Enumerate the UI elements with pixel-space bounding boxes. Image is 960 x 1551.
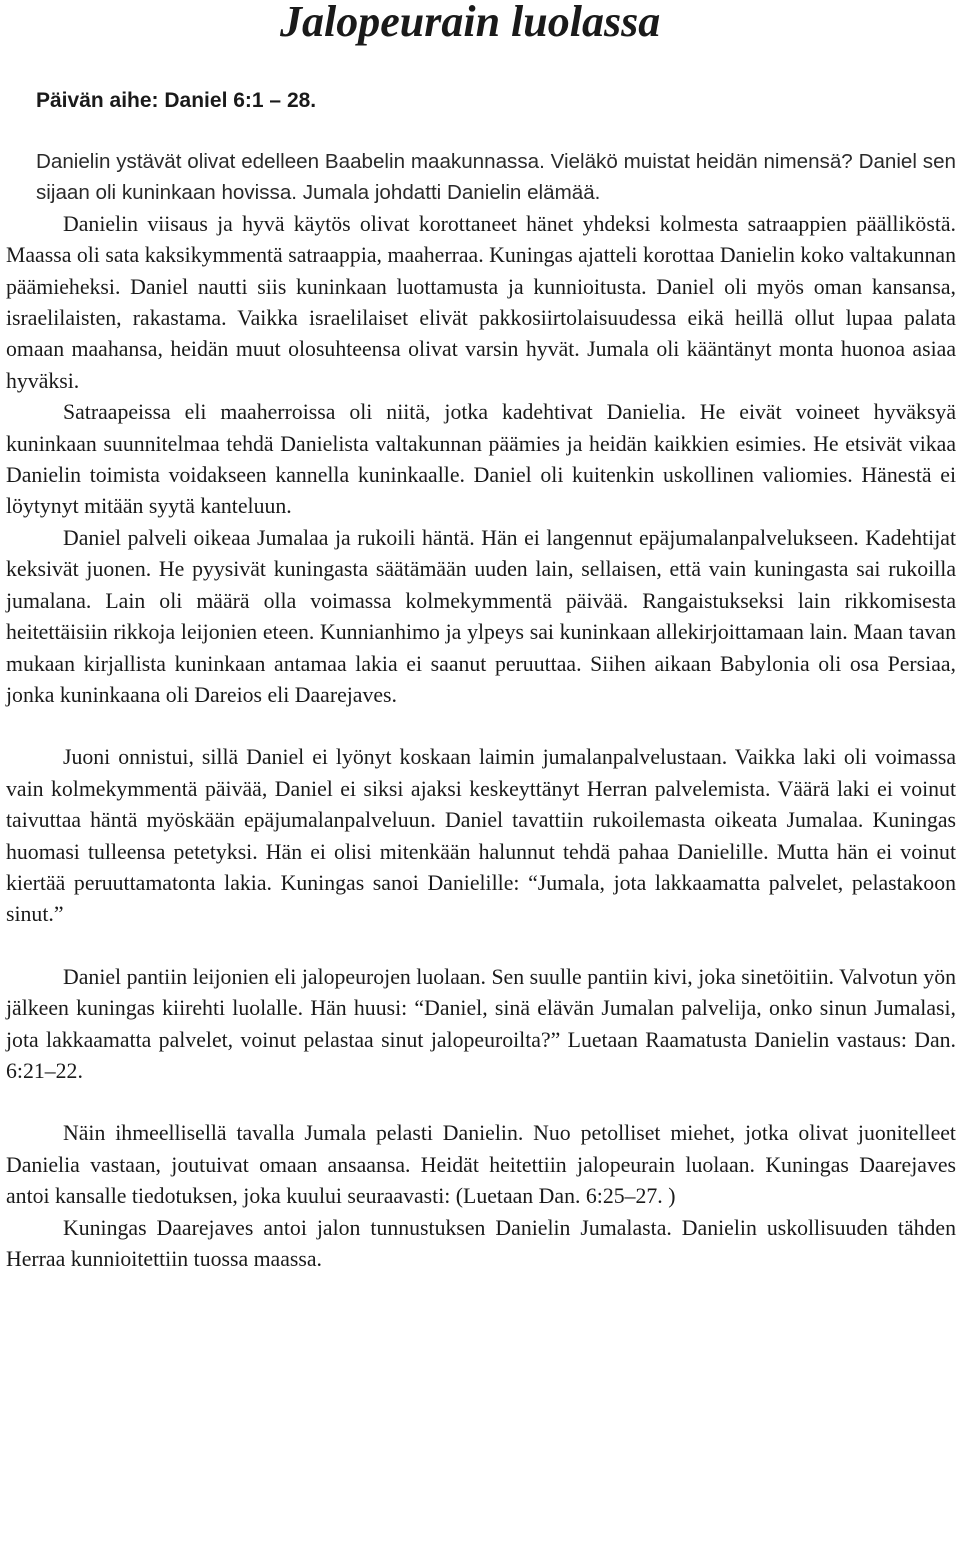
paragraph-4: Daniel palveli oikeaa Jumalaa ja rukoili häntä. Hän ei langennut epäjumalanpalvelukseen. Kadehtijat keksivät juonen. He pyysivät kuningasta säätämään uuden lain, sellaisen, että vain kuningasta sai rukoilla jumalana. Lain oli määrä olla voimassa kolmekymmentä päivää. Rangaistukseksi lain rikkomisesta heitettäisiin rikkoja leijonien eteen. Kunnianhimo ja ylpeys sai kuninkaan allekirjoittamaan lain. Maan tavan mukaan kirjallista kuninkaan antamaa lakia ei saanut peruuttaa. Siihen aikaan Babylonia oli osa Persiaa, jonka kuninkaana oli Dareios eli Daarejaves. [6,525,956,707]
paragraph-6: Daniel pantiin leijonien eli jalopeurojen luolaan. Sen suulle pantiin kivi, joka sinetöitiin. Valvotun yön jälkeen kuningas kiirehti luolalle. Hän huusi: “Daniel, sinä elävän Jumalan palvelija, onko sinun Jumalasi, jota lakkaamatta palvelet, voinut pelastaa sinut jalopeuroilta?” Luetaan Raamatusta Danielin vastaus: Dan. 6:21–22. [6,964,956,1083]
paragraph-7: Näin ihmeellisellä tavalla Jumala pelasti Danielin. Nuo petolliset miehet, jotka olivat juonitelleet Danielia vastaan, joutuivat omaan ansaansa. Heidät heitettiin jalopeurain luolaan. Kuningas Daarejaves antoi kansalle tiedotuksen, joka kuului seuraavasti: (Luetaan Dan. 6:25–27. ) [6,1121,956,1209]
paragraph-3: Satraapeissa eli maaherroissa oli niitä, jotka kadehtivat Danielia. He eivät voineet hyväksyä kuninkaan suunnitelmaa tehdä Danielista valtakunnan päämies ja heidän kaikkien esimies. He etsivät vikaa Danielin toimista voidakseen kannella kuninkaalle. Daniel oli kuitenkin uskollinen valiomies. Hänestä ei löytynyt mitään syytä kanteluun. [6,400,956,519]
paragraph-2: Danielin viisaus ja hyvä käytös olivat korottaneet hänet yhdeksi kolmesta satraappien päälliköstä. Maassa oli sata kaksikymmentä satraappia, maaherraa. Kuningas ajatteli korottaa Danielin koko valtakunnan päämieheksi. Daniel nautti siis kuninkaan luottamusta ja kunnioitusta. Daniel oli myös oman kansansa, israelilaisten, rakastama. Vaikka israelilaiset elivät pakkosiirtolaisuudessa eikä heillä ollut lupaa palata omaan maahansa, heidän muut olosuhteensa olivat varsin hyvät. Jumala oli kääntänyt monta huonoa asiaa hyväksi. [6,211,956,393]
paragraph-1: Danielin ystävät olivat edelleen Baabelin maakunnassa. Vieläkö muistat heidän nimensä? Daniel sen sijaan oli kuninkaan hovissa. Jumala johdatti Danielin elämää. [36,150,956,205]
day-topic: Päivän aihe: Daniel 6:1 – 28. [36,89,317,112]
article-body [6,146,956,1275]
paragraph-8: Kuningas Daarejaves antoi jalon tunnustuksen Danielin Jumalasta. Danielin uskollisuuden tähden Herraa kunnioitettiin tuossa maassa. [6,1215,956,1271]
page-title: Jalopeurain luolassa [280,0,661,46]
paragraph-5: Juoni onnistui, sillä Daniel ei lyönyt koskaan laimin jumalanpalvelustaan. Vaikka laki oli voimassa vain kolmekymmentä päivää, Daniel ei siksi ajaksi keskeyttänyt Herran palvelemista. Väärä laki ei voinut taivuttaa häntä myöskään epäjumalanpalveluun. Daniel tavattiin rukoilemasta oikeata Jumalaa. Kuningas huomasi tulleensa petetyksi. Hän ei olisi mitenkään halunnut tehdä pahaa Danielille. Mutta hän ei voinut kiertää peruuttamatonta lakia. Kuningas sanoi Danielille: “Jumala, jota lakkaamatta palvelet, pelastakoon sinut.” [6,745,956,927]
